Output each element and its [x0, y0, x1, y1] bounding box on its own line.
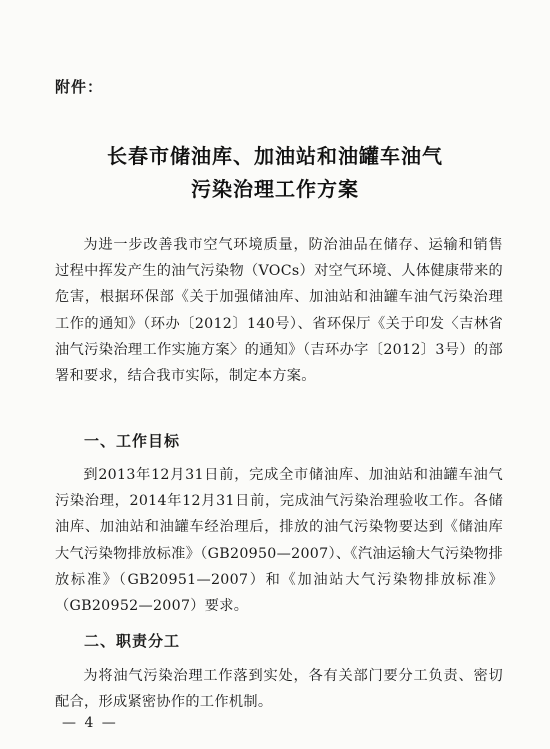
- document-title-line-1: 长春市储油库、加油站和油罐车油气: [107, 144, 443, 168]
- page-number: — 4 —: [62, 715, 118, 731]
- intro-paragraph: 为进一步改善我市空气环境质量，防治油品在储存、运输和销售过程中挥发产生的油气污染物（VOCs）对空气环境、人体健康带来的危害，根据环保部《关于加强储油库、加油站和油罐车油气污染治理工作的通知》（环办〔2012〕140号）、省环保厅《关于印发〈吉林省油气污染治理工作实施方案〉的通知》（吉环办字〔2012〕3号）的部署和要求，结合我市实际，制定本方案。: [55, 237, 503, 385]
- section-heading-responsibilities: 二、职责分工: [84, 632, 181, 650]
- attachment-label: 附件：: [55, 78, 104, 96]
- section-heading-goals: 一、工作目标: [84, 432, 181, 450]
- section-paragraph-responsibilities: 为将油气污染治理工作落到实处，各有关部门要分工负责、密切配合，形成紧密协作的工作机制。: [55, 668, 503, 711]
- section-paragraph-goals: 到2013年12月31日前，完成全市储油库、加油站和油罐车油气污染治理，2014年12月31日前，完成油气污染治理验收工作。各储油库、加油站和油罐车经治理后，排放的油气污染物要达到《储油库大气污染物排放标准》（GB20950—2007）、《汽油运输大气污染物排放标准》（GB20951—2007）和《加油站大气污染物排放标准》（GB20952—2007）要求。: [55, 467, 503, 615]
- document-title-line-2: 污染治理工作方案: [191, 177, 359, 201]
